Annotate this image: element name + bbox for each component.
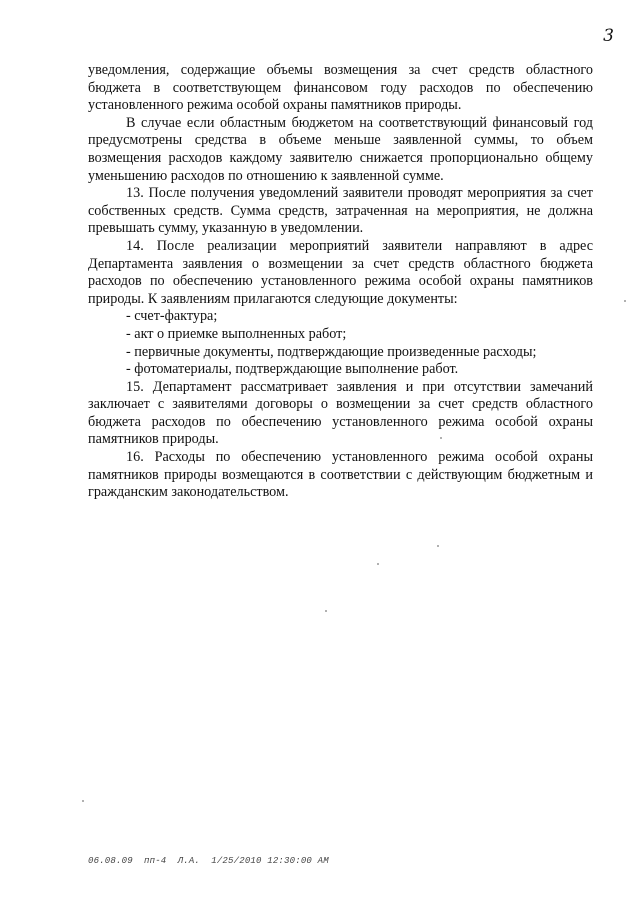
scan-speck bbox=[440, 437, 442, 439]
scan-speck bbox=[624, 300, 626, 302]
paragraph-budget-reduction: В случае если областным бюджетом на соответствующий финансовый год предусмотрены средства в объеме меньше заявленной суммы, то объем возмещения расходов каждому заявителю снижается пропорционально общему уменьшению расходов по отношению к заявленной сумме. bbox=[88, 114, 593, 184]
paragraph-continuation: уведомления, содержащие объемы возмещения за счет средств областного бюджета в соответствующем финансовом году расходов по обеспечению установленного режима особой охраны памятников природы. bbox=[88, 62, 593, 114]
scan-speck bbox=[437, 545, 439, 547]
page-number: 3 bbox=[603, 26, 614, 46]
paragraph-15: 15. Департамент рассматривает заявления и при отсутствии замечаний заключает с заявителями договоры о возмещении за счет средств областного бюджета расходов по обеспечению установленного режима особой охраны памятников природы. bbox=[88, 378, 593, 448]
list-item: - первичные документы, подтверждающие произведенные расходы; bbox=[126, 343, 537, 360]
paragraph-14: 14. После реализации мероприятий заявители направляют в адрес Департамента заявления о возмещении за счет средств областного бюджета расходов по обеспечению установленного режима особой охраны памятников природы. К заявлениям прилагаются следующие документы: bbox=[88, 237, 593, 307]
scan-speck bbox=[82, 800, 84, 802]
documents-list bbox=[88, 308, 593, 378]
list-item: - акт о приемке выполненных работ; bbox=[126, 325, 347, 342]
scan-speck bbox=[325, 610, 327, 612]
list-item: - фотоматериалы, подтверждающие выполнение работ. bbox=[126, 361, 459, 378]
paragraph-16: 16. Расходы по обеспечению установленного режима особой охраны памятников природы возмещаются в соответствии с действующим бюджетным и гражданским законодательством. bbox=[88, 449, 593, 501]
paragraph-13: 13. После получения уведомлений заявители проводят мероприятия за счет собственных средств. Сумма средств, затраченная на мероприятия, не должна превышать сумму, указанную в уведомлении. bbox=[88, 185, 593, 237]
footer-stamp: 06.08.09 пп-4 Л.А. 1/25/2010 12:30:00 AM bbox=[88, 856, 329, 866]
scan-speck bbox=[377, 563, 379, 565]
document-body bbox=[88, 62, 593, 502]
list-item: - счет-фактура; bbox=[126, 308, 218, 325]
